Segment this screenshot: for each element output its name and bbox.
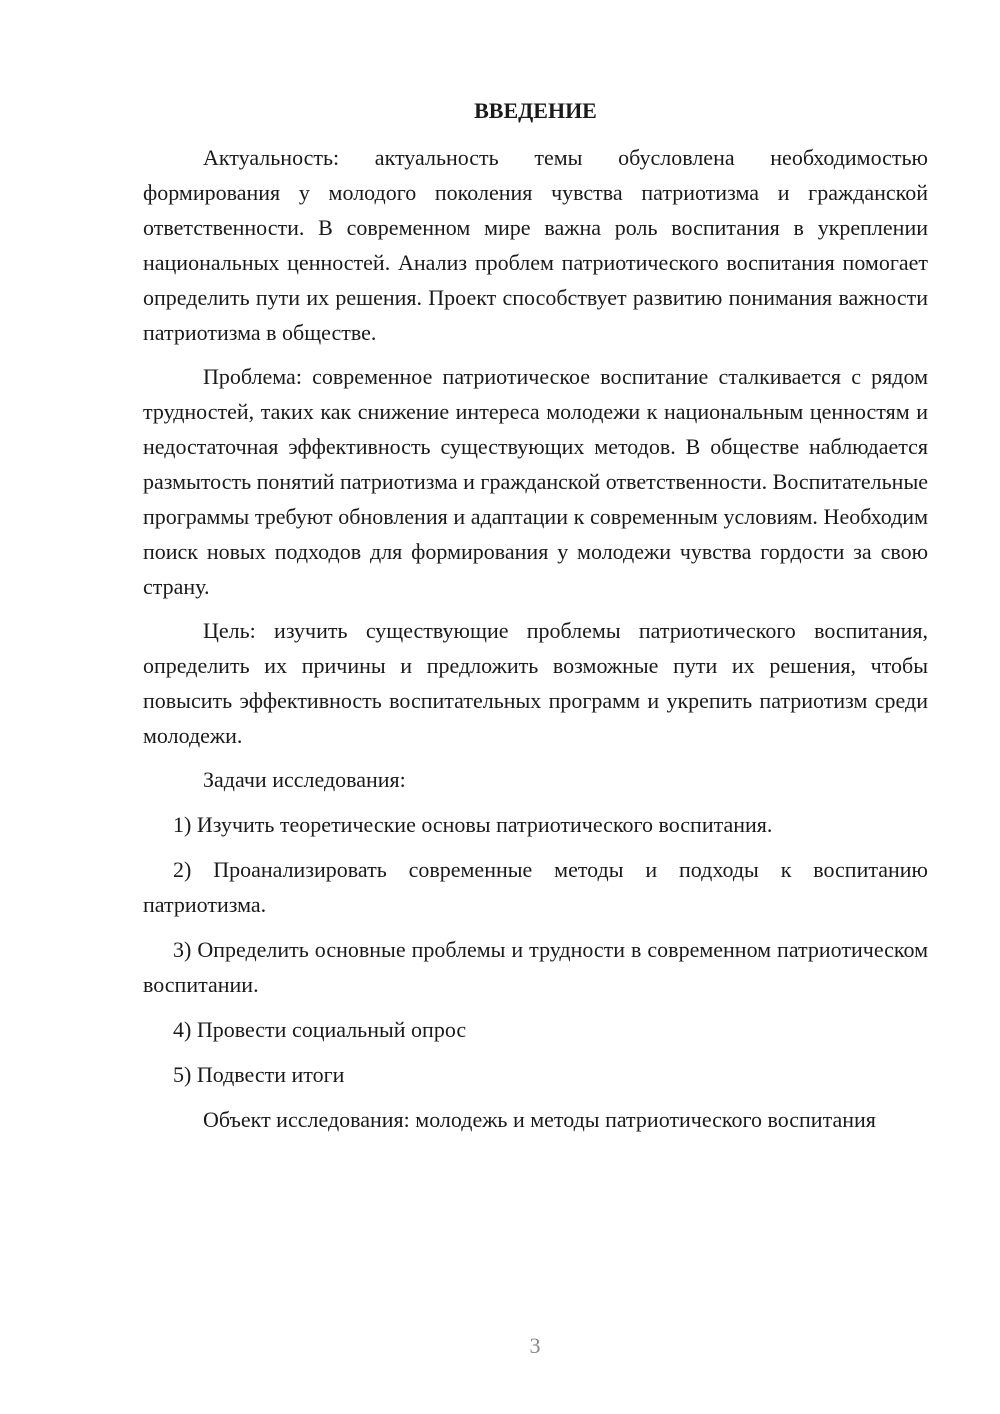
paragraph-object: Объект исследования: молодежь и методы патриотического воспитания: [203, 1107, 876, 1132]
paragraph-relevance: Актуальность: актуальность темы обусловлена необходимостью формирования у молодого поколения чувства патриотизма и гражданской ответственности. В современном мире важна роль воспитания в укреплении национальных ценностей. Анализ проблем патриотического воспитания помогает определить пути их решения. Проект способствует развитию понимания важности патриотизма в обществе.: [143, 145, 928, 345]
tasks-heading: Задачи исследования:: [203, 767, 406, 792]
task-item-4: 4) Провести социальный опрос: [173, 1017, 467, 1042]
task-item-1: 1) Изучить теоретические основы патриотического воспитания.: [173, 812, 773, 837]
section-title: ВВЕДЕНИЕ: [474, 98, 597, 123]
task-item-2: 2) Проанализировать современные методы и подходы к воспитанию патриотизма.: [143, 857, 928, 917]
paragraph-problem: Проблема: современное патриотическое воспитание сталкивается с рядом трудностей, таких как снижение интереса молодежи к национальным ценностям и недостаточная эффективность существующих методов. В обществе наблюдается размытость понятий патриотизма и гражданской ответственности. Воспитательные программы требуют обновления и адаптации к современным условиям. Необходим поиск новых подходов для формирования у молодежи чувства гордости за свою страну.: [143, 364, 928, 599]
task-item-3: 3) Определить основные проблемы и трудности в современном патриотическом воспитании.: [143, 937, 928, 997]
paragraph-goal: Цель: изучить существующие проблемы патриотического воспитания, определить их причины и предложить возможные пути их решения, чтобы повысить эффективность воспитательных программ и укрепить патриотизм среди молодежи.: [143, 618, 928, 748]
page-number: 3: [529, 1333, 541, 1358]
page-content: [143, 96, 928, 1146]
task-item-5: 5) Подвести итоги: [173, 1062, 345, 1087]
